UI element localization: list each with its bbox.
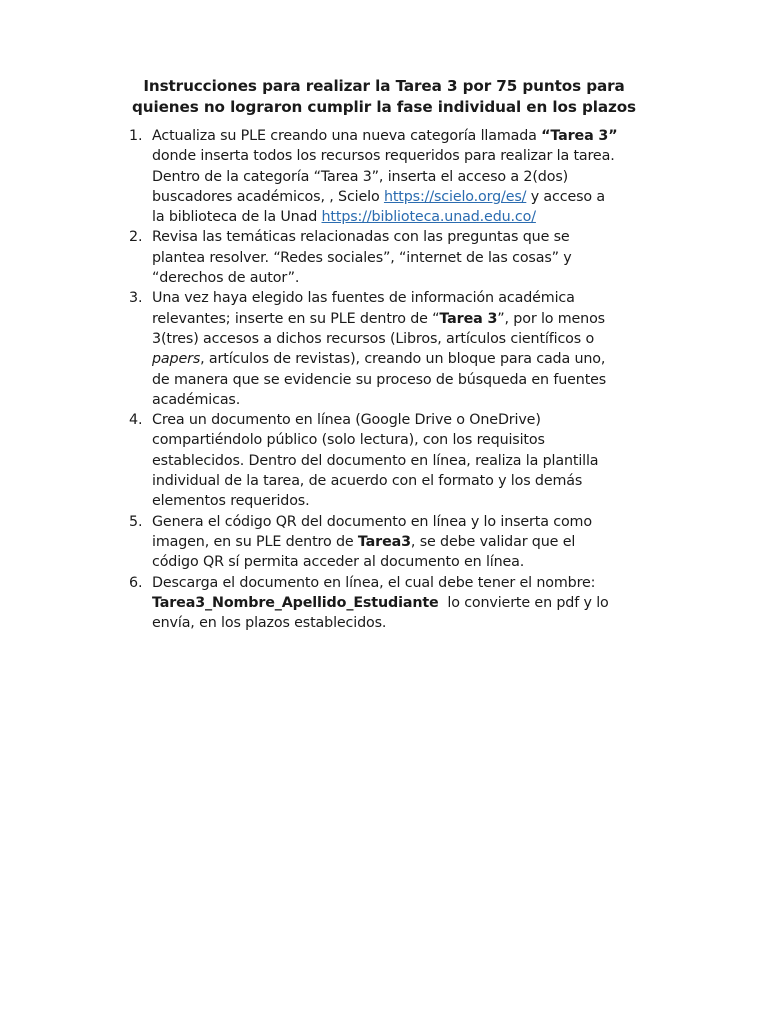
item-line [152,532,689,552]
item-line: 3(tres) accesos a dichos recursos (Libros, artículos científicos o [152,330,595,347]
item-line: elementos requeridos. [152,493,310,510]
item-line [152,309,689,329]
list-item-6 [129,573,689,634]
item-line: Crea un documento en línea (Google Drive o OneDrive) [152,412,541,429]
item-line: establecidos. Dentro del documento en línea, realiza la plantilla [152,452,599,469]
category-name-bold: Tarea 3 [439,310,498,327]
item-line: Revisa las temáticas relacionadas con las preguntas que se [152,229,570,246]
file-name-bold: Tarea3_Nombre_Apellido_Estudiante [152,594,439,611]
list-number: 5. [129,513,143,530]
papers-italic: papers [152,351,201,368]
title-line-1: Instrucciones para realizar la Tarea 3 por 75 puntos para [143,77,625,95]
biblioteca-unad-link[interactable]: https://biblioteca.unad.edu.co/ [321,209,536,226]
category-name-bold: Tarea3 [357,533,411,550]
item-line: envía, en los plazos establecidos. [152,615,387,632]
list-item-3 [129,288,689,410]
list-item-1 [129,126,689,227]
item-text: relevantes; inserte en su PLE dentro de “ [152,310,440,327]
item-text: la biblioteca de la Unad [152,209,322,226]
list-number: 2. [129,229,143,246]
scielo-link[interactable]: https://scielo.org/es/ [383,188,527,205]
item-line: Descarga el documento en línea, el cual debe tener el nombre: [152,574,596,591]
list-number: 6. [129,574,143,591]
item-line: compartiéndolo público (solo lectura), con los requisitos [152,432,545,449]
item-line: “derechos de autor”. [152,270,300,287]
item-line: de manera que se evidencie su proceso de búsqueda en fuentes [152,371,607,388]
item-line: académicas. [152,391,241,408]
item-text: ”, por lo menos [497,310,605,327]
item-text: buscadores académicos, , Scielo [152,188,384,205]
document-title [110,76,658,118]
item-text: lo convierte en pdf y lo [438,594,609,611]
list-item-4 [129,410,689,511]
list-number: 4. [129,412,143,429]
item-line: Una vez haya elegido las fuentes de información académica [152,290,575,307]
list-number: 1. [129,128,143,144]
item-text: Actualiza su PLE creando una nueva categoría llamada [152,128,542,144]
title-line-2: quienes no lograron cumplir la fase individual en los plazos [132,98,636,116]
item-line: Genera el código QR del documento en línea y lo inserta como [152,513,592,530]
item-line: donde inserta todos los recursos requeridos para realizar la tarea. [152,148,615,165]
item-line: individual de la tarea, de acuerdo con el formato y los demás [152,473,583,490]
list-item-5 [129,512,689,573]
item-text: , artículos de revistas), creando un bloque para cada uno, [200,351,606,368]
instruction-list [129,126,689,633]
item-line: plantea resolver. “Redes sociales”, “internet de las cosas” y [152,249,572,266]
item-line [152,187,689,207]
item-line: código QR sí permita acceder al documento en línea. [152,554,525,571]
item-line [152,126,689,146]
item-text: imagen, en su PLE dentro de [152,533,358,550]
list-number: 3. [129,290,143,307]
item-line [152,349,689,369]
item-line [152,207,689,227]
item-line [152,593,689,613]
category-name-bold: “Tarea 3” [541,128,618,144]
item-text: , se debe validar que el [410,533,576,550]
list-item-2 [129,227,689,288]
item-text: y acceso a [526,188,605,205]
item-line: Dentro de la categoría “Tarea 3”, inserta el acceso a 2(dos) [152,168,569,185]
